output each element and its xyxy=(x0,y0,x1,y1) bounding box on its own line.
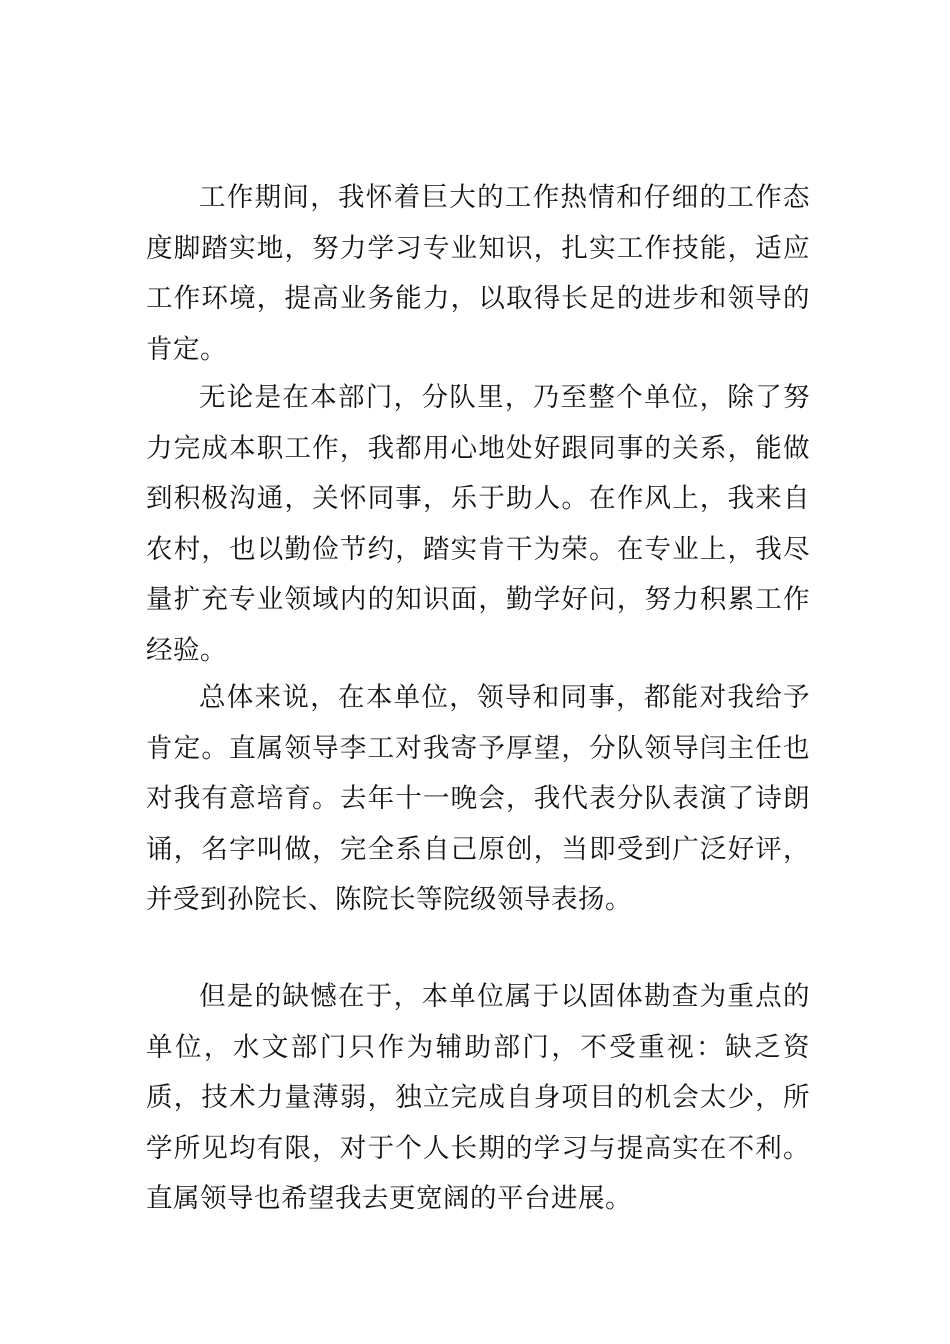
paragraph-colleague-relations: 无论是在本部门，分队里，乃至整个单位，除了努力完成本职工作，我都用心地处好跟同事的关系，能做到积极沟通，关怀同事，乐于助人。在作风上，我来自农村，也以勤俭节约，踏实肯干为荣。在专业上，我尽量扩充专业领域内的知识面，勤学好问，努力积累工作经验。 xyxy=(146,382,810,666)
paragraph-overall-evaluation: 总体来说，在本单位，领导和同事，都能对我给予肯定。直属领导李工对我寄予厚望，分队领导闫主任也对我有意培育。去年十一晚会，我代表分队表演了诗朗诵，名字叫做，完全系自己原创，当即受到广泛好评，并受到孙院长、陈院长等院级领导表扬。 xyxy=(146,682,810,915)
paragraph-shortcomings: 但是的缺憾在于，本单位属于以固体勘查为重点的单位，水文部门只作为辅助部门，不受重视：缺乏资质，技术力量薄弱，独立完成自身项目的机会太少，所学所见均有限，对于个人长期的学习与提高实在不利。直属领导也希望我去更宽阔的平台进展。 xyxy=(146,981,810,1214)
paragraph-work-period: 工作期间，我怀着巨大的工作热情和仔细的工作态度脚踏实地，努力学习专业知识，扎实工作技能，适应工作环境，提高业务能力，以取得长足的进步和领导的肯定。 xyxy=(146,182,810,365)
